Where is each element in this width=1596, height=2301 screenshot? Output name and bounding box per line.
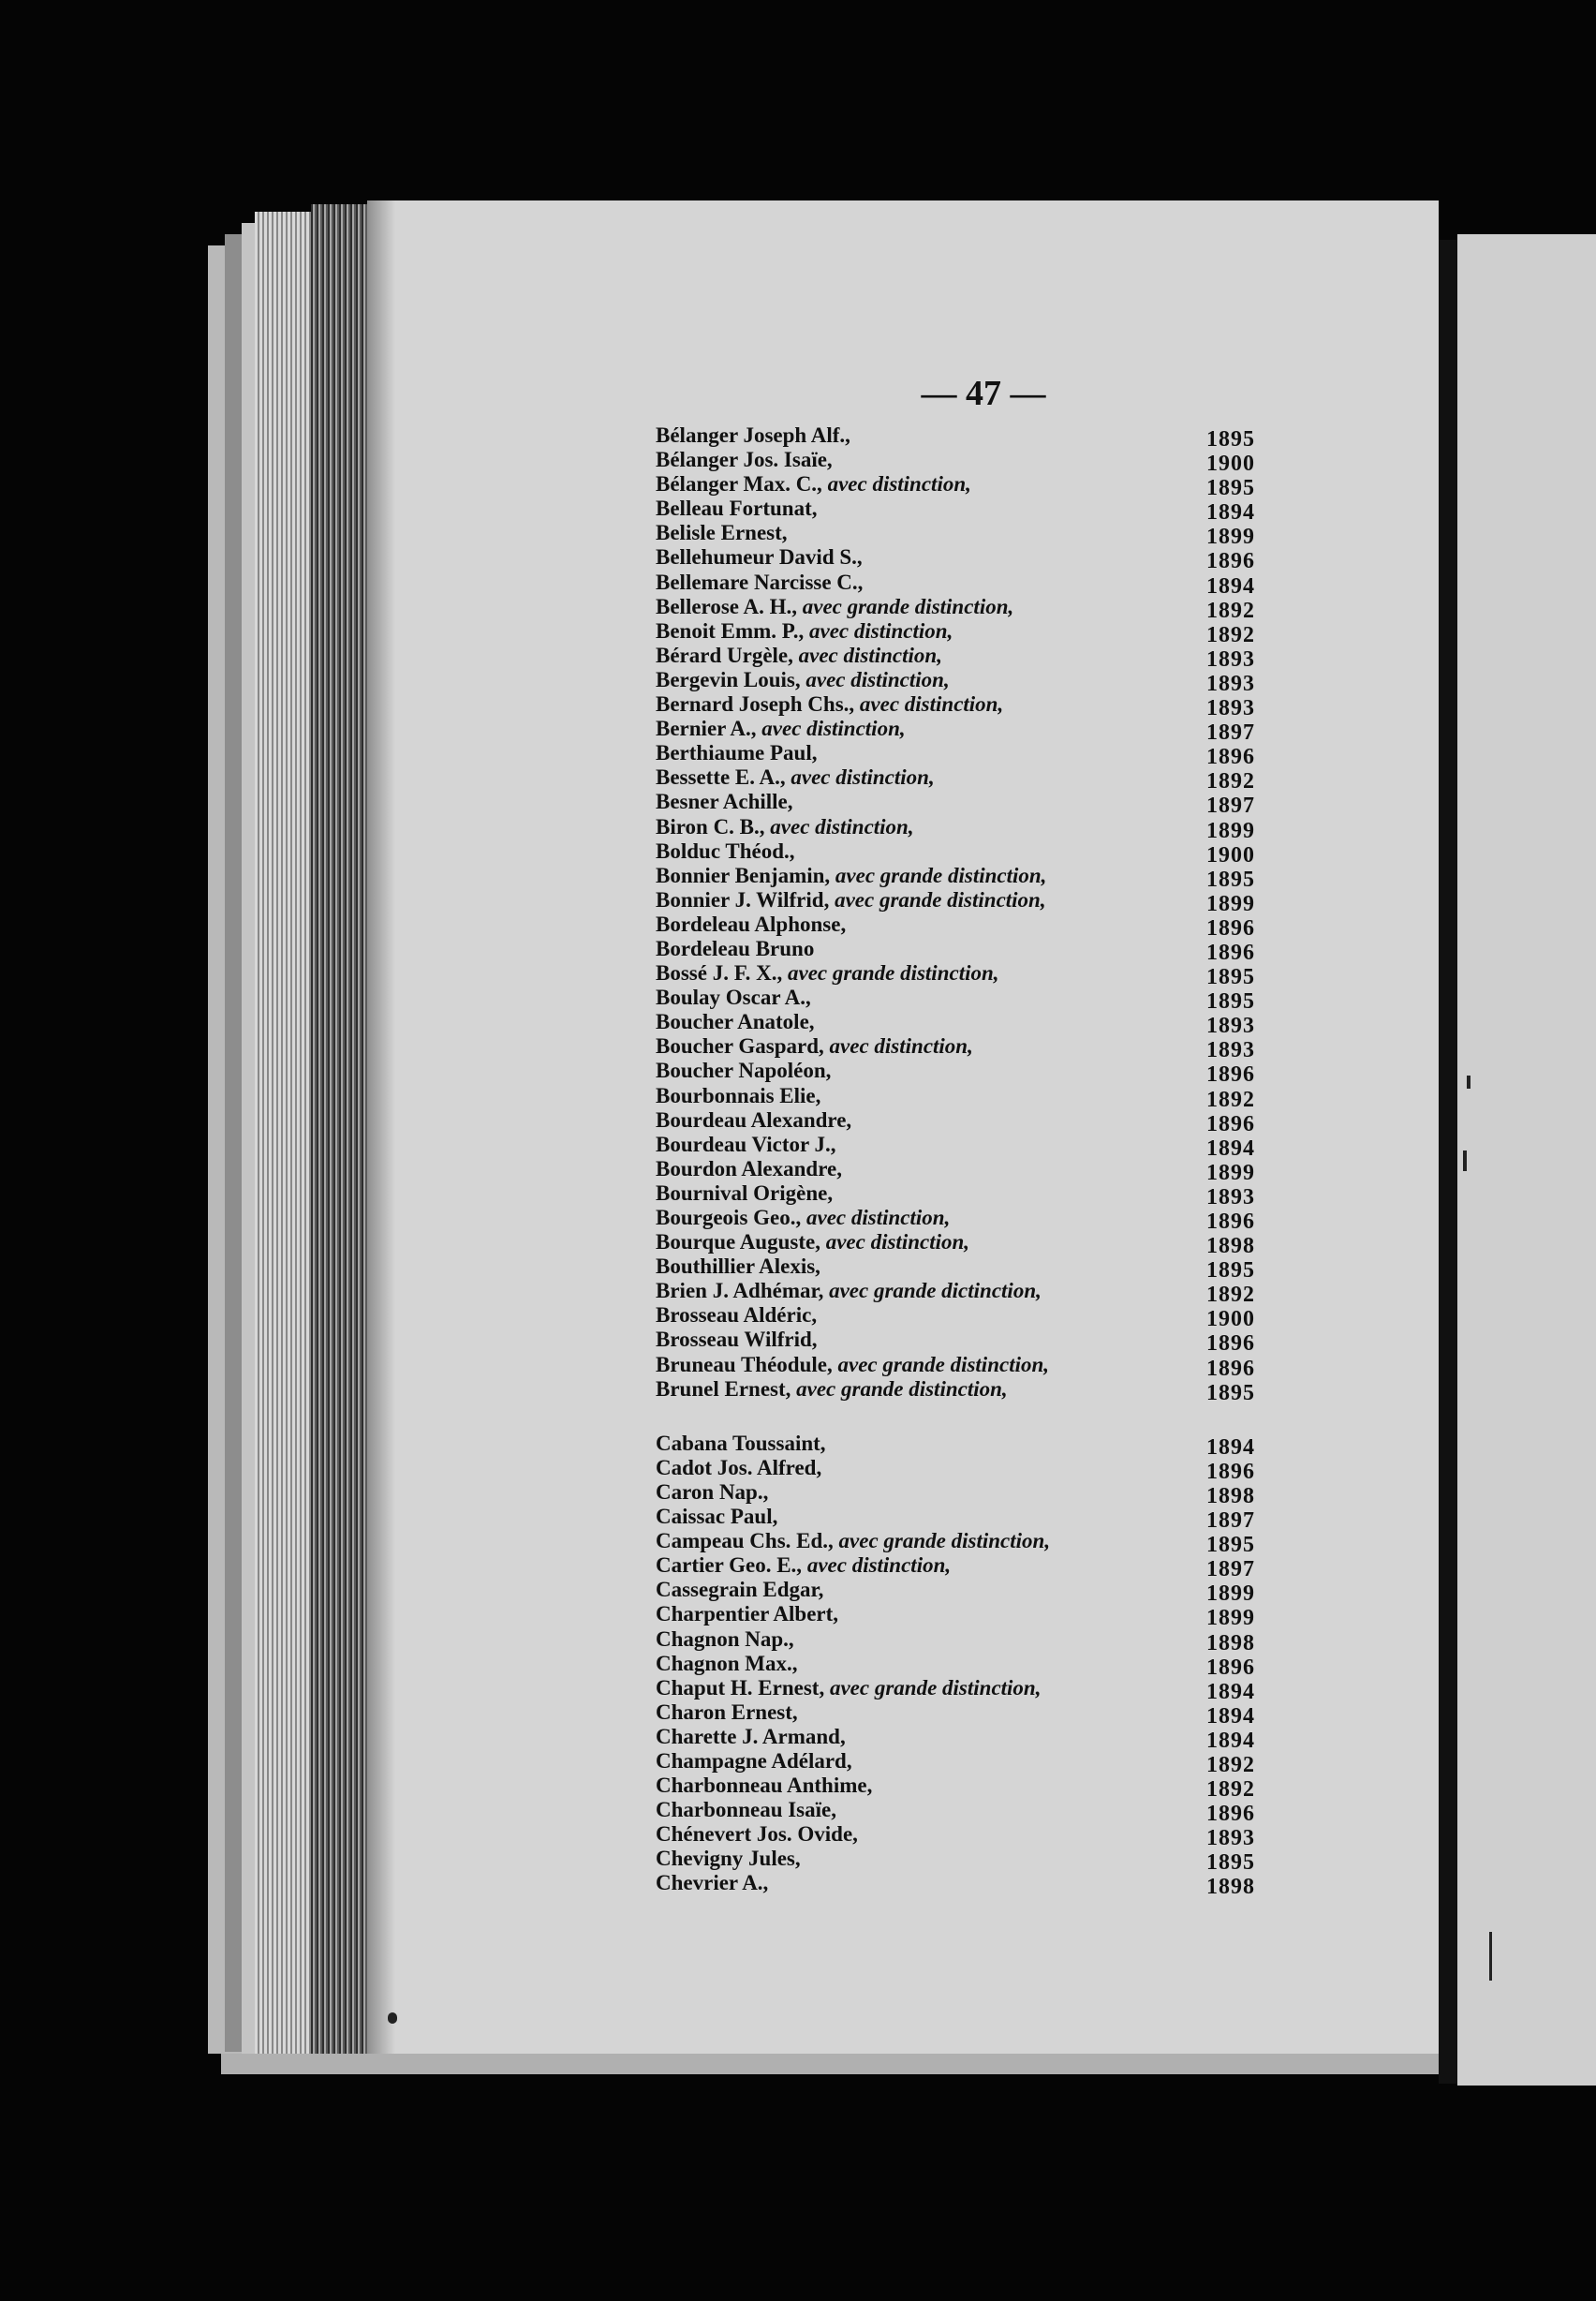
list-entry — [656, 936, 1255, 965]
entry-year: 1899 — [1206, 525, 1255, 550]
entry-year: 1898 — [1206, 1630, 1255, 1655]
entry-name: Bélanger Joseph Alf., — [656, 423, 850, 447]
list-entry — [656, 1010, 1255, 1039]
list-entry — [656, 1822, 1255, 1851]
entry-year: 1893 — [1206, 646, 1255, 672]
entry-name: Boulay Oscar A., — [656, 986, 811, 1010]
entry-year: 1892 — [1206, 622, 1255, 647]
entry-distinction: avec distinction, — [829, 1034, 973, 1059]
entry-distinction: avec grande distinction, — [788, 961, 999, 986]
list-entry — [656, 1798, 1255, 1827]
entry-name: Bonnier J. Wilfrid, — [656, 887, 830, 912]
entry-distinction: avec grande distinction, — [829, 1675, 1042, 1700]
list-entry — [656, 1352, 1255, 1381]
list-entry — [656, 765, 1255, 794]
entry-year: 1894 — [1206, 1136, 1255, 1161]
entry-name: Bolduc Théod., — [656, 839, 795, 863]
entry-year: 1896 — [1206, 940, 1255, 965]
entry-name: Campeau Chs. Ed., — [656, 1529, 834, 1553]
ink-mark — [1463, 1150, 1467, 1171]
entry-year: 1895 — [1206, 965, 1255, 990]
entry-name: Bernard Joseph Chs., — [656, 692, 855, 717]
entry-distinction: avec distinction, — [809, 618, 953, 643]
entry-name: Brosseau Aldéric, — [656, 1303, 818, 1328]
entry-distinction: avec grande distinction, — [796, 1376, 1008, 1401]
list-entry — [656, 643, 1255, 672]
list-entry — [656, 692, 1255, 721]
entry-year: 1897 — [1206, 720, 1255, 746]
entry-year: 1893 — [1206, 1826, 1255, 1851]
list-entry — [656, 1376, 1255, 1405]
list-entry — [656, 1431, 1255, 1460]
entry-name: Chénevert Jos. Ovide, — [656, 1822, 858, 1847]
entry-name: Biron C. B., — [656, 814, 765, 839]
entry-year: 1897 — [1206, 1508, 1255, 1534]
list-entry — [656, 839, 1255, 868]
entry-year: 1895 — [1206, 427, 1255, 452]
list-entry — [656, 1578, 1255, 1607]
entry-year: 1894 — [1206, 1434, 1255, 1460]
entry-year: 1896 — [1206, 1356, 1255, 1381]
list-entry — [656, 1479, 1255, 1508]
entry-name: Champagne Adélard, — [656, 1748, 852, 1773]
entry-year: 1895 — [1206, 867, 1255, 892]
entry-year: 1894 — [1206, 1703, 1255, 1729]
entry-name: Bellemare Narcisse C., — [656, 570, 864, 594]
entry-year: 1892 — [1206, 1283, 1255, 1308]
entry-year: 1892 — [1206, 1087, 1255, 1112]
page-edges-stack — [255, 212, 311, 2054]
entry-name: Bourdeau Alexandre, — [656, 1107, 852, 1132]
entry-name: Benoit Emm. P., — [656, 618, 805, 643]
facing-page — [1457, 234, 1596, 2086]
list-entry — [656, 1553, 1255, 1582]
list-entry — [656, 1871, 1255, 1900]
list-entry — [656, 570, 1255, 599]
entry-year: 1896 — [1206, 1802, 1255, 1827]
entry-name: Bourque Auguste, — [656, 1230, 820, 1254]
entry-year: 1897 — [1206, 1557, 1255, 1582]
entry-year: 1894 — [1206, 500, 1255, 526]
entry-year: 1896 — [1206, 1111, 1255, 1136]
list-entry — [656, 1034, 1255, 1063]
list-entry — [656, 1206, 1255, 1234]
entry-year: 1895 — [1206, 1850, 1255, 1876]
entry-year: 1899 — [1206, 1160, 1255, 1185]
list-entry — [656, 521, 1255, 550]
list-entry — [656, 814, 1255, 843]
section-gap — [656, 1402, 1255, 1432]
entry-name: Brunel Ernest, — [656, 1376, 791, 1401]
entry-year: 1896 — [1206, 1062, 1255, 1088]
list-entry — [656, 912, 1255, 941]
entry-year: 1893 — [1206, 696, 1255, 721]
entry-name: Bourbonnais Elie, — [656, 1083, 821, 1107]
list-entry — [656, 1230, 1255, 1259]
list-entry — [656, 1675, 1255, 1704]
entry-distinction: avec grande distinction, — [835, 863, 1047, 887]
entry-name: Charbonneau Isaïe, — [656, 1798, 836, 1822]
list-entry — [656, 1724, 1255, 1753]
entry-year: 1900 — [1206, 842, 1255, 868]
entry-year: 1898 — [1206, 1483, 1255, 1508]
entry-name: Cassegrain Edgar, — [656, 1578, 824, 1602]
entry-year: 1896 — [1206, 745, 1255, 770]
entry-name: Caron Nap., — [656, 1479, 769, 1504]
entry-distinction: avec grande distinction, — [838, 1529, 1051, 1553]
entry-name: Berthiaume Paul, — [656, 741, 818, 765]
entry-year: 1900 — [1206, 452, 1255, 477]
entry-name: Bourdon Alexandre, — [656, 1156, 842, 1180]
list-entry — [656, 1156, 1255, 1185]
list-entry — [656, 1132, 1255, 1161]
entry-name: Boucher Napoléon, — [656, 1059, 832, 1083]
list-section-b — [656, 423, 1255, 1405]
entry-name: Brien J. Adhémar, — [656, 1279, 824, 1303]
list-entry — [656, 1651, 1255, 1680]
entry-year: 1892 — [1206, 1777, 1255, 1803]
entry-year: 1896 — [1206, 1655, 1255, 1680]
list-entry — [656, 472, 1255, 501]
page-edges-stack — [311, 204, 367, 2054]
entry-year: 1897 — [1206, 794, 1255, 819]
list-entry — [656, 1455, 1255, 1484]
entry-year: 1895 — [1206, 989, 1255, 1015]
entry-name: Bélanger Max. C., — [656, 472, 822, 497]
entry-name: Belisle Ernest, — [656, 521, 788, 545]
entry-distinction: avec grande dictinction, — [829, 1279, 1042, 1303]
entry-year: 1892 — [1206, 769, 1255, 794]
list-section-c — [656, 1431, 1255, 1900]
entry-name: Boucher Gaspard, — [656, 1034, 824, 1059]
entry-distinction: avec distinction, — [806, 1553, 952, 1578]
entry-name: Bonnier Benjamin, — [656, 863, 831, 887]
entry-year: 1893 — [1206, 1184, 1255, 1210]
entry-name: Bordeleau Alphonse, — [656, 912, 847, 936]
ink-mark — [1467, 1076, 1470, 1089]
binding-divider — [1439, 240, 1457, 2084]
entry-year: 1899 — [1206, 1606, 1255, 1631]
entry-name: Cabana Toussaint, — [656, 1431, 826, 1455]
entry-year: 1896 — [1206, 1331, 1255, 1357]
entry-year: 1895 — [1206, 1380, 1255, 1405]
list-entry — [656, 618, 1255, 647]
gutter-shadow — [367, 200, 395, 2071]
entry-name: Bellerose A. H., — [656, 594, 797, 618]
entry-name: Bellehumeur David S., — [656, 545, 863, 570]
list-entry — [656, 1279, 1255, 1308]
entry-name: Bourgeois Geo., — [656, 1206, 802, 1229]
list-entry — [656, 1847, 1255, 1876]
entry-distinction: avec distinction, — [761, 717, 906, 741]
entry-year: 1892 — [1206, 1752, 1255, 1777]
entry-year: 1895 — [1206, 1533, 1255, 1558]
entry-name: Chaput H. Ernest, — [656, 1675, 825, 1700]
entry-name: Belleau Fortunat, — [656, 497, 818, 521]
entry-year: 1892 — [1206, 598, 1255, 623]
entry-distinction: avec distinction, — [805, 667, 950, 691]
entry-name: Chevigny Jules, — [656, 1847, 801, 1871]
entry-year: 1893 — [1206, 671, 1255, 696]
list-entry — [656, 1505, 1255, 1534]
entry-year: 1893 — [1206, 1014, 1255, 1039]
entry-year: 1896 — [1206, 1459, 1255, 1484]
entry-year: 1896 — [1206, 549, 1255, 574]
entry-name: Cadot Jos. Alfred, — [656, 1455, 822, 1479]
entry-name: Bouthillier Alexis, — [656, 1254, 820, 1279]
list-entry — [656, 448, 1255, 477]
entry-name: Bessette E. A., — [656, 765, 786, 790]
entry-distinction: avec distinction, — [791, 765, 935, 790]
list-entry — [656, 741, 1255, 770]
entry-distinction: avec distinction, — [827, 472, 971, 497]
entry-name: Charbonneau Anthime, — [656, 1774, 873, 1798]
entry-name: Bossé J. F. X., — [656, 961, 783, 986]
entry-name: Charette J. Armand, — [656, 1724, 846, 1748]
list-entry — [656, 1774, 1255, 1803]
entry-distinction: avec grande distinction, — [802, 594, 1014, 618]
list-entry — [656, 887, 1255, 916]
entry-year: 1900 — [1206, 1307, 1255, 1332]
entry-year: 1894 — [1206, 1728, 1255, 1753]
entry-distinction: avec grande distinction, — [835, 887, 1046, 912]
entry-distinction: avec distinction, — [825, 1230, 970, 1254]
entry-name: Bernier A., — [656, 717, 757, 741]
entry-year: 1899 — [1206, 818, 1255, 843]
entry-name: Chevrier A., — [656, 1871, 769, 1895]
entry-year: 1898 — [1206, 1234, 1255, 1259]
ink-mark — [1489, 1932, 1492, 1981]
list-entry — [656, 545, 1255, 574]
entry-distinction: avec distinction, — [806, 1206, 951, 1229]
entry-year: 1894 — [1206, 1679, 1255, 1704]
entry-name: Chagnon Nap., — [656, 1626, 794, 1651]
list-entry — [656, 1602, 1255, 1631]
entry-name: Bordeleau Bruno — [656, 936, 815, 960]
list-entry — [656, 1254, 1255, 1284]
list-entry — [656, 986, 1255, 1015]
graduate-list — [656, 423, 1255, 1900]
entry-name: Cartier Geo. E., — [656, 1553, 803, 1578]
entry-name: Besner Achille, — [656, 790, 793, 814]
entry-year: 1894 — [1206, 573, 1255, 599]
entry-year: 1895 — [1206, 1258, 1255, 1284]
ink-mark — [388, 2012, 397, 2024]
entry-name: Bournival Origène, — [656, 1180, 834, 1205]
entry-name: Bruneau Théodule, — [656, 1352, 833, 1376]
entry-name: Bérard Urgèle, — [656, 643, 793, 667]
entry-distinction: avec distinction, — [798, 643, 942, 667]
page-number: — 47 — — [921, 374, 1046, 413]
entry-name: Chagnon Max., — [656, 1651, 798, 1675]
page-bottom-edge — [221, 2054, 1439, 2074]
entry-name: Charpentier Albert, — [656, 1602, 839, 1626]
list-entry — [656, 1748, 1255, 1777]
entry-name: Charon Ernest, — [656, 1700, 798, 1724]
list-entry — [656, 717, 1255, 746]
list-entry — [656, 667, 1255, 696]
entry-year: 1899 — [1206, 891, 1255, 916]
list-entry — [656, 1700, 1255, 1729]
entry-name: Boucher Anatole, — [656, 1010, 815, 1034]
entry-year: 1896 — [1206, 1210, 1255, 1234]
list-entry — [656, 1107, 1255, 1136]
entry-distinction: avec grande distinction, — [837, 1352, 1050, 1376]
entry-distinction: avec distinction, — [859, 692, 1004, 717]
list-entry — [656, 423, 1255, 452]
list-entry — [656, 1328, 1255, 1357]
entry-year: 1896 — [1206, 915, 1255, 941]
entry-name: Caissac Paul, — [656, 1505, 778, 1529]
entry-name: Bergevin Louis, — [656, 667, 801, 691]
entry-distinction: avec distinction, — [770, 814, 914, 839]
list-entry — [656, 1529, 1255, 1558]
entry-year: 1899 — [1206, 1581, 1255, 1607]
list-entry — [656, 790, 1255, 819]
entry-year: 1898 — [1206, 1875, 1255, 1900]
list-entry — [656, 1083, 1255, 1112]
entry-name: Bélanger Jos. Isaïe, — [656, 448, 833, 472]
list-entry — [656, 1626, 1255, 1655]
list-entry — [656, 863, 1255, 892]
list-entry — [656, 961, 1255, 990]
entry-year: 1893 — [1206, 1038, 1255, 1063]
list-entry — [656, 1059, 1255, 1088]
list-entry — [656, 1303, 1255, 1332]
entry-name: Bourdeau Victor J., — [656, 1132, 836, 1156]
entry-year: 1895 — [1206, 476, 1255, 501]
list-entry — [656, 594, 1255, 623]
list-entry — [656, 1180, 1255, 1210]
entry-name: Brosseau Wilfrid, — [656, 1328, 818, 1352]
list-entry — [656, 497, 1255, 526]
